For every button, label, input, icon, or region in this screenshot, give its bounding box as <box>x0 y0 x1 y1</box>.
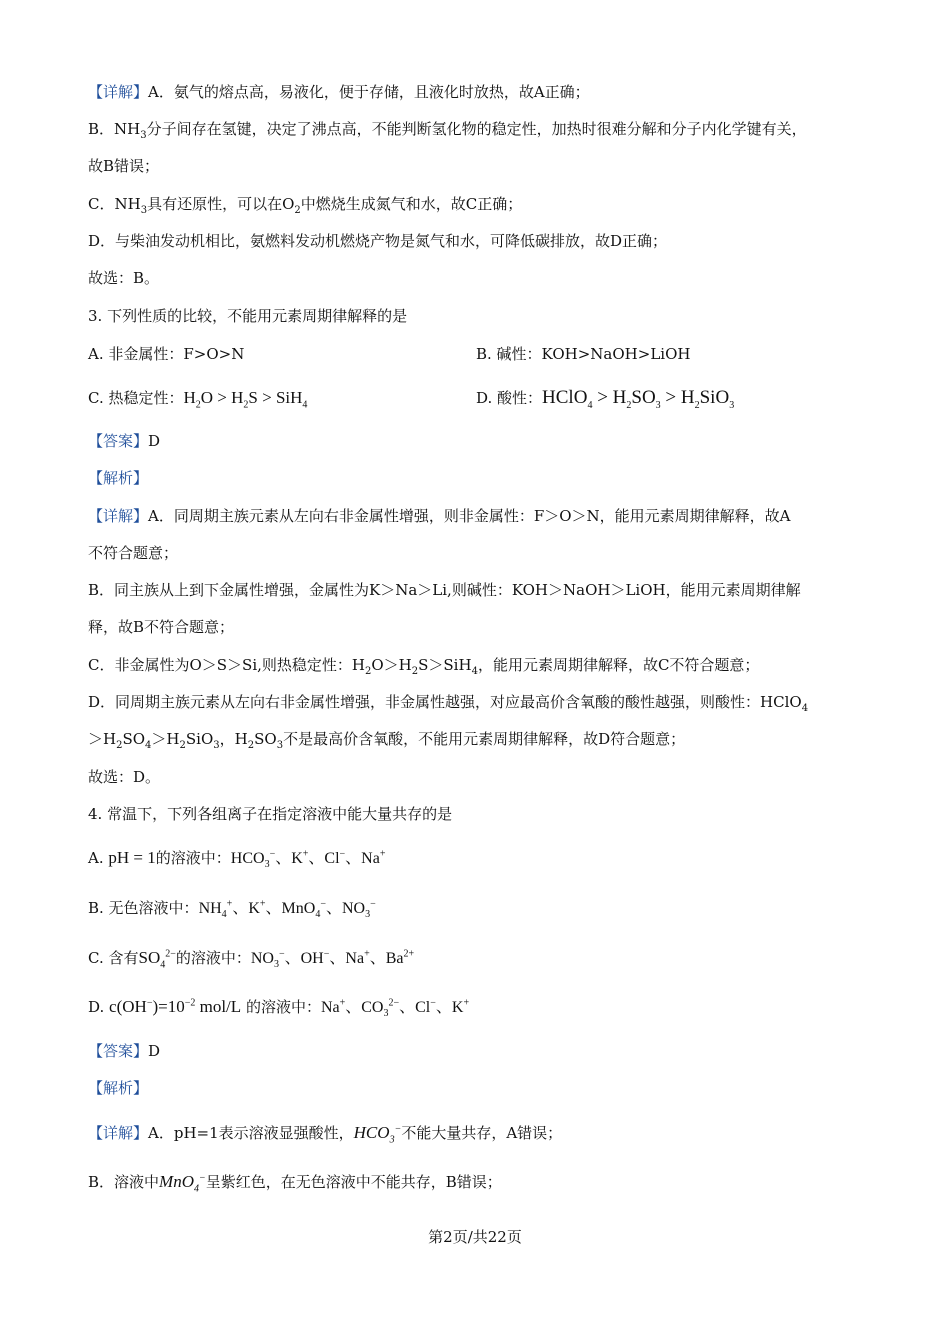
q3-c-formula: $H_2O > H_2S > SiH_4$ <box>183 388 308 411</box>
q3-option-b: B. 碱性：KOH>NaOH>LiOH <box>476 345 691 363</box>
q3-detail-d2: $>H_2SO_4>H_2SiO_3$，$H_2SO_3$不是最高价含氧酸，不能用元素周期律解释，故D符合题意； <box>88 730 686 751</box>
page-footer: 第2页/共22页 <box>428 1228 522 1246</box>
q4-stem: 4. 常温下，下列各组离子在指定溶液中能大量共存的是 <box>88 805 453 823</box>
q4-option-d: D. $c(OH^-)=10^{-2}$ mol/L 的溶液中：Na+、$CO_3^{2-}$、Cl−、K+ <box>88 997 470 1020</box>
q4-answer: 【答案】D <box>88 1042 161 1060</box>
q3-detail-a: 【详解】A．同周期主族元素从左向右非金属性增强，则非金属性：F＞O＞N，能用元素周期律解释，故A <box>88 507 791 525</box>
q3-option-d: D. 酸性：HClO$_4$ > $H_2SO_3 > H_2SiO_3$ <box>476 387 735 411</box>
q3-detail-b: B．同主族从上到下金属性增强，金属性为K＞Na＞Li,则碱性：KOH＞NaOH＞LiOH，能用元素周期律解 <box>88 581 801 599</box>
q2-detail-a: 【详解】A．氨气的熔点高，易液化，便于存储，且液化时放热，故A正确； <box>88 83 590 101</box>
q2-detail-d: D．与柴油发动机相比，氨燃料发动机燃烧产物是氮气和水，可降低碳排放，故D正确； <box>88 232 668 250</box>
q4-option-c: C. 含有$SO_4^{2-}$的溶液中：$NO_3^-$、OH−、Na+、$Ba^{2+}$ <box>88 948 415 971</box>
q3-detail-d: D．同周期主族元素从左向右非金属性增强，非金属性越强，对应最高价含氧酸的酸性越强，则酸性：HClO$_4$ <box>88 693 809 714</box>
q3-option-c: C. 热稳定性：$H_2O > H_2S > SiH_4$ <box>88 388 308 411</box>
q2-detail-b: B．$NH_3$分子间存在氢键，决定了沸点高，不能判断氢化物的稳定性，加热时很难分解和分子内化学键有关， <box>88 120 807 141</box>
q4-analysis-tag: 【解析】 <box>88 1079 149 1097</box>
q3-detail-c: C．非金属性为O＞S＞Si,则热稳定性：$H_2O>H_2S>SiH_4$，能用元素周期律解释，故C不符合题意； <box>88 656 760 677</box>
q3-detail-b2: 释，故B不符合题意； <box>88 618 235 636</box>
q4-a-ions: $HCO_3^-$、K+、Cl−、Na+ <box>230 848 386 871</box>
q4-detail-b: B．溶液中MnO$_4$−呈紫红色，在无色溶液中不能共存，B错误； <box>88 1172 502 1195</box>
q4-option-a: A. pH = 1的溶液中：$HCO_3^-$、K+、Cl−、Na+ <box>88 848 386 871</box>
q3-option-a: A. 非金属性：F>O>N <box>88 345 245 363</box>
q3-analysis-tag: 【解析】 <box>88 469 149 487</box>
q3-stem: 3. 下列性质的比较，不能用元素周期律解释的是 <box>88 307 408 325</box>
q3-detail-a2: 不符合题意； <box>88 544 179 562</box>
q4-c-ions: $NO_3^-$、OH−、Na+、$Ba^{2+}$ <box>250 948 415 971</box>
q3-choice: 故选：D。 <box>88 768 161 786</box>
q2-detail-b2: 故B错误； <box>88 157 160 175</box>
q4-b-ions: $NH_4^+$、K+、MnO$_4$−、$NO_3^-$ <box>198 898 376 921</box>
q3-d-formula: HClO$_4$ > $H_2SO_3 > H_2SiO_3$ <box>542 387 735 411</box>
q4-detail-a: 【详解】A．pH=1表示溶液显强酸性，$HCO_3^-$不能大量共存，A错误； <box>88 1123 563 1146</box>
q2-detail-c: C．$NH_3$具有还原性，可以在$O_2$中燃烧生成氮气和水，故C正确； <box>88 195 523 216</box>
q2-choice: 故选：B。 <box>88 269 160 287</box>
q4-option-b: B. 无色溶液中：$NH_4^+$、K+、MnO$_4$−、$NO_3^-$ <box>88 898 376 921</box>
detail-tag: 【详解】 <box>88 83 149 101</box>
q4-d-ions: Na+、$CO_3^{2-}$、Cl−、K+ <box>320 997 470 1020</box>
q3-answer: 【答案】D <box>88 432 161 450</box>
